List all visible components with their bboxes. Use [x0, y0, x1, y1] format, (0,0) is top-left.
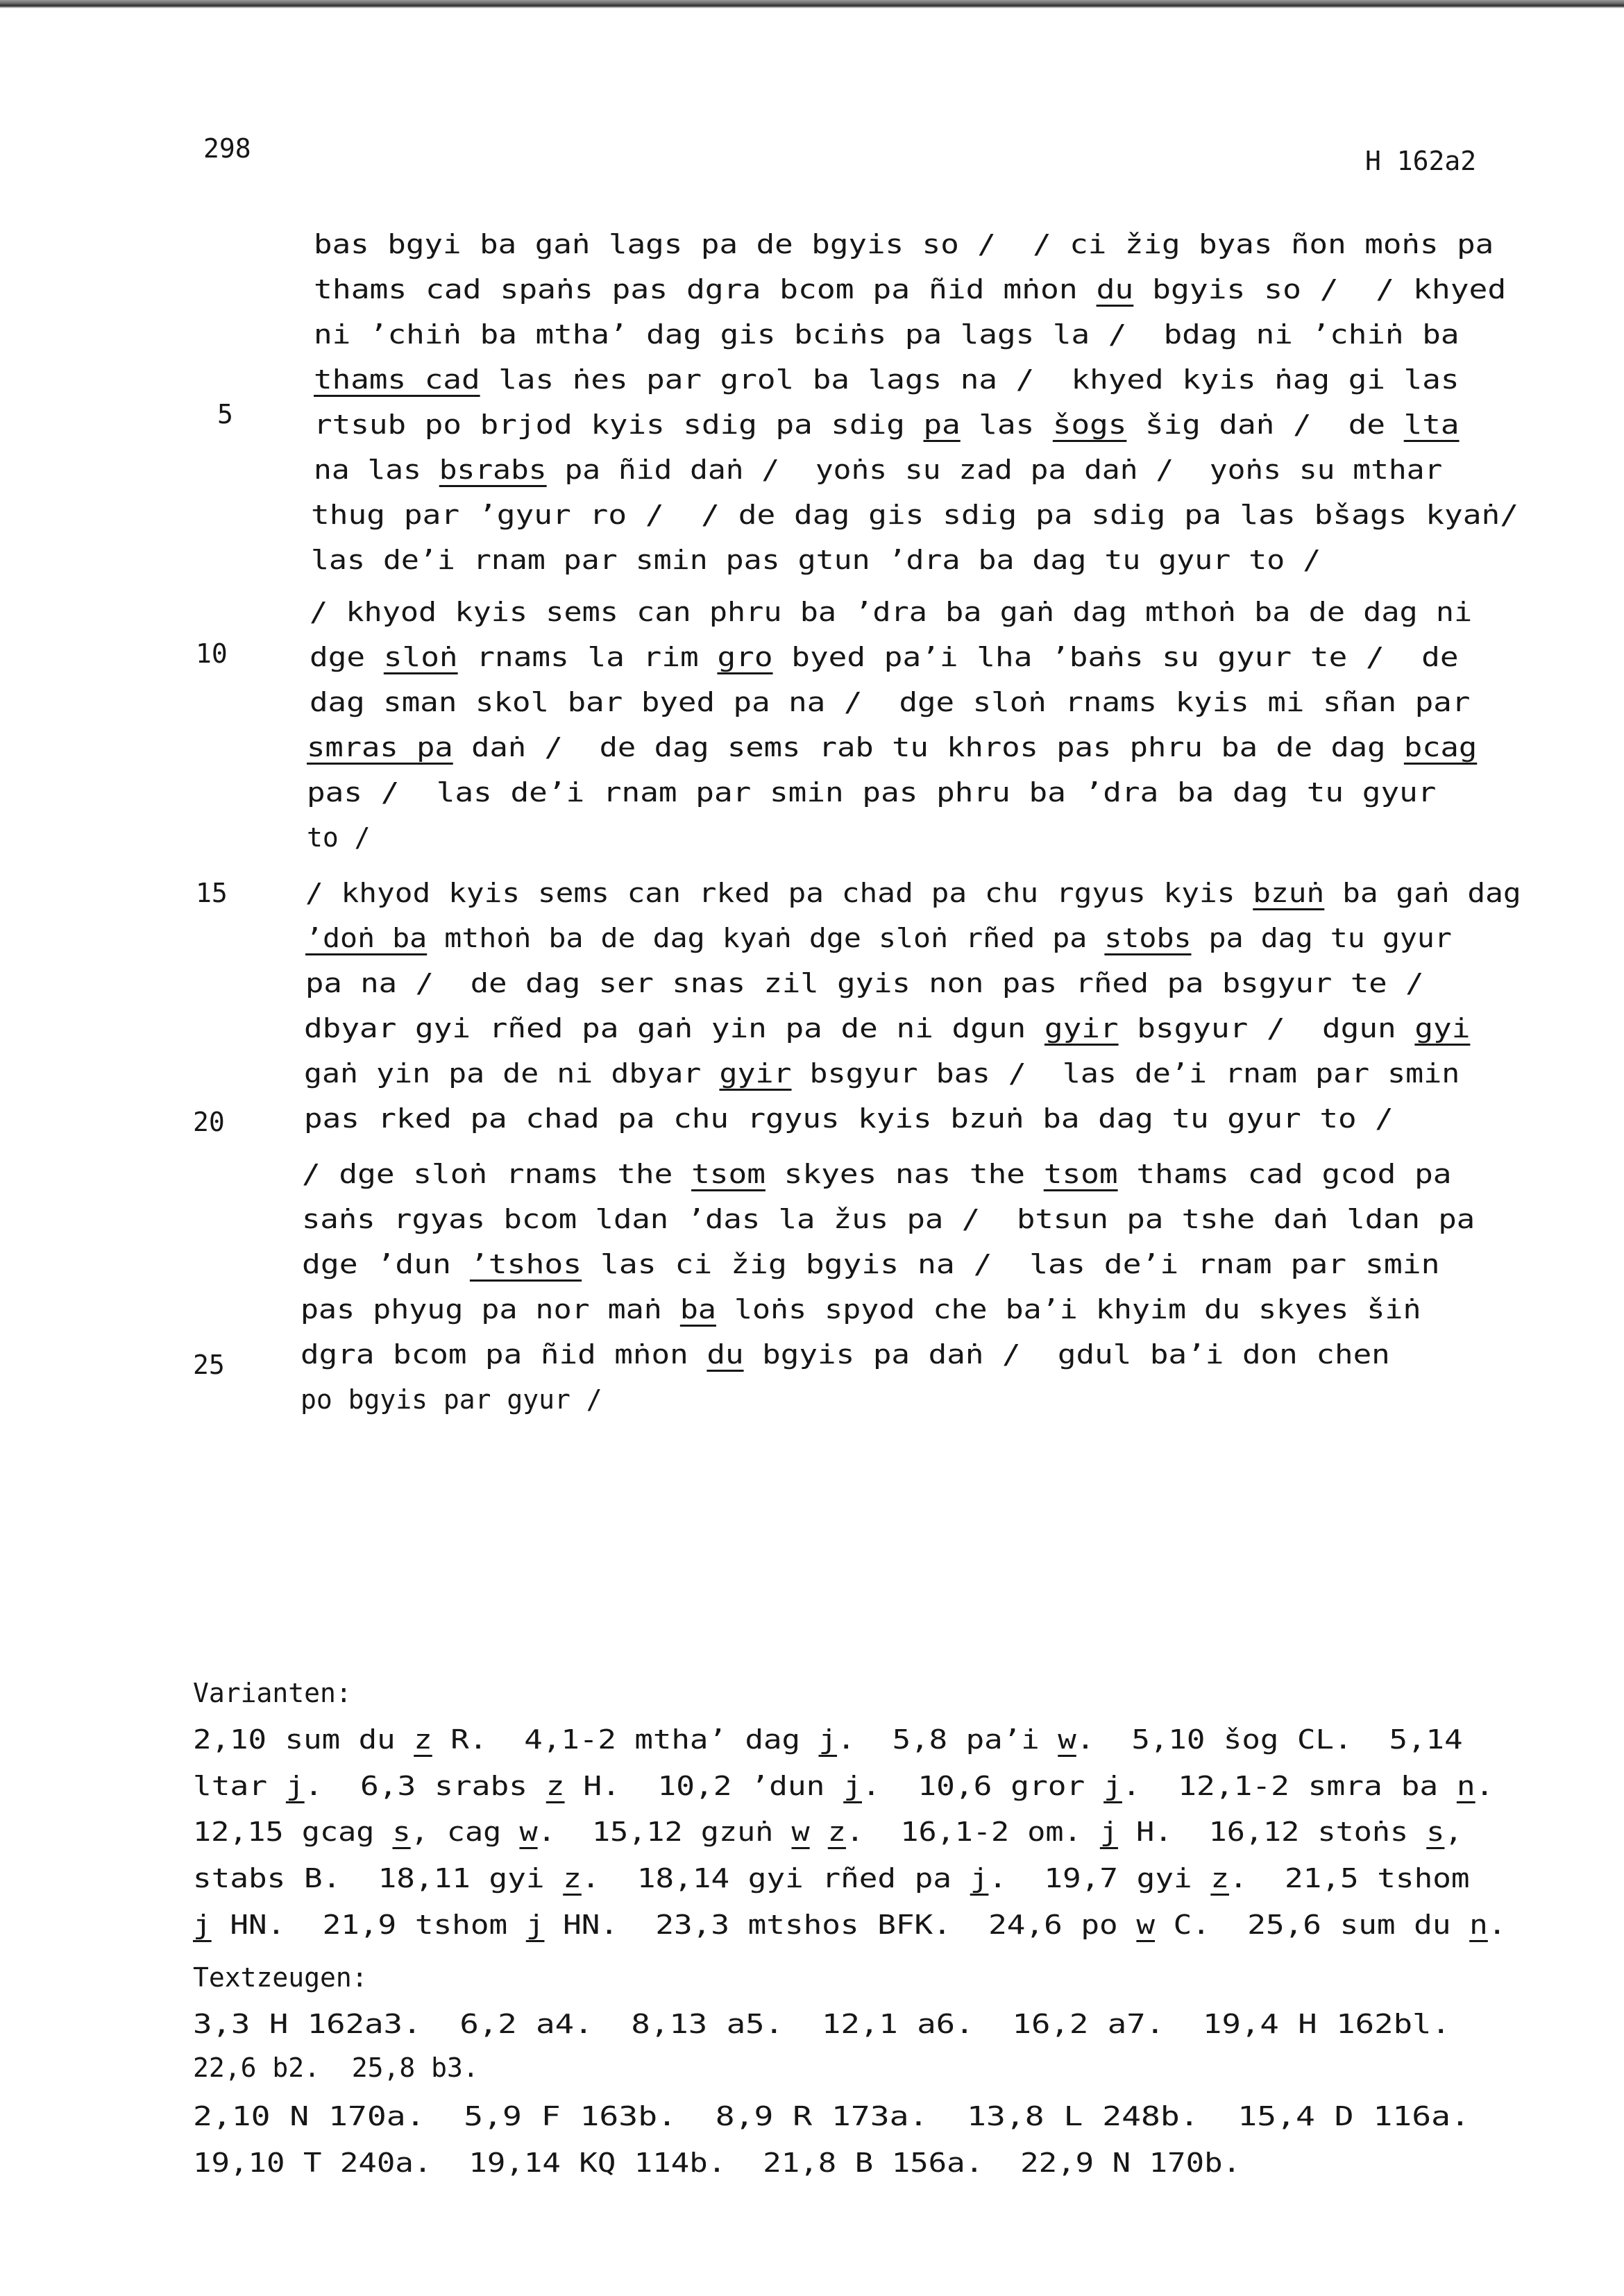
text-segment: H. 16,12 stoṅs — [1117, 1817, 1427, 1847]
text-line — [307, 822, 371, 853]
text-segment: las — [960, 409, 1053, 440]
text-segment: . 6,3 srabs — [304, 1771, 546, 1801]
text-segment: R. 4,1-2 mtha’ dag — [432, 1724, 819, 1755]
underlined-word: w — [1136, 1910, 1156, 1940]
text-line — [311, 500, 1519, 530]
underlined-word: j — [1103, 1771, 1122, 1801]
text-line — [301, 1384, 602, 1415]
underlined-word: w — [791, 1817, 810, 1847]
text-segment: to / — [307, 822, 371, 853]
text-segment: dge ’dun — [302, 1249, 470, 1279]
text-line — [304, 1058, 1460, 1089]
underlined-word: gyir — [1044, 1013, 1119, 1044]
text-segment: loṅs spyod che ba’i khyim du skyes šiṅ — [716, 1294, 1421, 1325]
text-segment: na las — [314, 454, 439, 485]
underlined-word: du — [707, 1339, 744, 1370]
line-number: 15 — [196, 878, 228, 908]
underlined-word: w — [519, 1817, 538, 1847]
text-segment: daṅ / de dag sems rab tu khros pas phru ba de dag — [452, 732, 1404, 763]
text-segment: 3,3 H 162a3. 6,2 a4. 8,13 a5. 12,1 a6. 16,2 a7. 19,4 H 162bl. — [193, 2009, 1450, 2039]
text-segment: dgra bcom pa ñid mṅon — [301, 1339, 707, 1370]
underlined-word: pa — [923, 409, 961, 440]
text-segment: dge — [310, 642, 384, 672]
text-segment: . 16,1-2 om. — [845, 1817, 1100, 1847]
page-number: 298 — [203, 133, 251, 164]
text-segment: 19,10 T 240a. 19,14 KQ 114b. 21,8 B 156a. 22,9 N 170b. — [193, 2148, 1242, 2178]
underlined-word: z — [1210, 1863, 1229, 1894]
text-segment: . 19,7 gyi — [988, 1863, 1211, 1894]
text-line — [311, 545, 1321, 575]
underlined-word: j — [1099, 1817, 1118, 1847]
text-segment: bgyis so / / khyed — [1133, 274, 1507, 305]
underlined-word: j — [970, 1863, 989, 1894]
underlined-word: gyi — [1414, 1013, 1471, 1044]
text-line — [314, 454, 1442, 485]
text-line — [310, 687, 1470, 717]
folio-signature: H 162a2 — [1365, 146, 1477, 176]
apparatus-line — [193, 1771, 1494, 1801]
text-segment: bgyis pa daṅ / gdul ba’i don chen — [743, 1339, 1390, 1370]
text-segment: saṅs rgyas bcom ldan ’das la žus pa / btsun pa tshe daṅ ldan pa — [302, 1204, 1475, 1234]
apparatus-line — [193, 2009, 1450, 2039]
text-segment: ba gaṅ dag — [1324, 878, 1521, 908]
text-segment: . 15,12 gzuṅ — [537, 1817, 792, 1847]
underlined-word: s — [1426, 1817, 1445, 1847]
text-segment: . 18,14 gyi rñed pa — [581, 1863, 970, 1894]
text-segment: 2,10 sum du — [193, 1724, 414, 1755]
line-number: 5 — [217, 399, 233, 430]
text-line — [307, 777, 1436, 808]
text-segment: las ci žig bgyis na / las de’i rnam par smin — [582, 1249, 1440, 1279]
text-line — [302, 1204, 1475, 1234]
text-segment: . 21,5 tshom — [1228, 1863, 1470, 1894]
text-line — [302, 1159, 1452, 1189]
text-line — [301, 1294, 1421, 1325]
apparatus-heading: Varianten: — [193, 1678, 352, 1708]
text-segment: byed pa’i lha ’baṅs su gyur te / de — [772, 642, 1459, 672]
underlined-word: tsom — [691, 1159, 766, 1189]
text-segment: šig daṅ / de — [1126, 409, 1404, 440]
text-segment: po bgyis par gyur / — [301, 1384, 602, 1415]
text-segment: rtsub po brjod kyis sdig pa sdig — [314, 409, 924, 440]
underlined-word: z — [545, 1771, 565, 1801]
text-segment: pas phyug pa nor maṅ — [301, 1294, 680, 1325]
text-segment: HN. 23,3 mtshos BFK. 24,6 po — [544, 1910, 1137, 1940]
text-segment: , cag — [410, 1817, 520, 1847]
text-segment: bas bgyi ba gaṅ lags pa de bgyis so / / ci žig byas ñon moṅs pa — [314, 229, 1494, 260]
text-segment: . 12,1-2 smra ba — [1122, 1771, 1457, 1801]
text-segment: HN. 21,9 tshom — [211, 1910, 526, 1940]
text-segment: . 5,8 pa’i — [837, 1724, 1058, 1755]
text-line — [305, 878, 1521, 908]
text-segment: bsgyur / dgun — [1118, 1013, 1415, 1044]
scan-top-edge — [0, 0, 1624, 8]
text-segment: C. 25,6 sum du — [1155, 1910, 1470, 1940]
underlined-word: tsom — [1043, 1159, 1118, 1189]
text-line — [305, 968, 1423, 998]
underlined-word: ba — [679, 1294, 716, 1325]
underlined-word: gyir — [719, 1058, 792, 1089]
text-segment: gaṅ yin pa de ni dbyar — [304, 1058, 720, 1089]
underlined-word: smras pa — [307, 732, 453, 763]
underlined-word: j — [285, 1771, 305, 1801]
text-segment: . 5,10 šog CL. 5,14 — [1076, 1724, 1463, 1755]
text-line — [314, 409, 1460, 440]
text-segment: . — [1475, 1771, 1494, 1801]
text-segment: pas rked pa chad pa chu rgyus kyis bzuṅ ba dag tu gyur to / — [304, 1103, 1394, 1134]
text-segment: . — [1487, 1910, 1507, 1940]
text-segment: stabs B. 18,11 gyi — [193, 1863, 564, 1894]
apparatus-line — [193, 2101, 1470, 2132]
text-line — [310, 597, 1472, 627]
underlined-word: z — [827, 1817, 846, 1847]
underlined-word: j — [193, 1910, 212, 1940]
underlined-word: ’doṅ ba — [305, 923, 428, 953]
text-segment: skyes nas the — [765, 1159, 1044, 1189]
underlined-word: šogs — [1052, 409, 1127, 440]
apparatus-heading: Textzeugen: — [193, 1962, 368, 1993]
text-segment: dbyar gyi rñed pa gaṅ yin pa de ni dgun — [304, 1013, 1044, 1044]
text-segment: H. 10,2 ’dun — [564, 1771, 844, 1801]
text-segment: rnams la rim — [457, 642, 718, 672]
text-line — [304, 1103, 1394, 1134]
line-number: 10 — [196, 638, 228, 669]
underlined-word: bcag — [1403, 732, 1478, 763]
underlined-word: bzuṅ — [1253, 878, 1325, 908]
text-line — [302, 1249, 1440, 1279]
underlined-word: thams cad — [314, 364, 480, 395]
underlined-word: n — [1469, 1910, 1488, 1940]
text-line — [314, 229, 1494, 260]
underlined-word: n — [1456, 1771, 1475, 1801]
text-segment: , — [1444, 1817, 1463, 1847]
text-segment: pa ñid daṅ / yoṅs su zad pa daṅ / yoṅs su mthar — [546, 454, 1443, 485]
text-line — [307, 732, 1477, 763]
underlined-word: gro — [717, 642, 773, 672]
text-line — [305, 923, 1452, 953]
apparatus-line — [193, 1724, 1463, 1755]
text-segment: las de’i rnam par smin pas gtun ’dra ba dag tu gyur to / — [311, 545, 1321, 575]
text-segment: las ṅes par grol ba lags na / khyed kyis ṅag gi las — [480, 364, 1460, 395]
apparatus-line — [193, 1863, 1470, 1894]
text-segment: bsgyur bas / las de’i rnam par smin — [791, 1058, 1460, 1089]
text-segment: / khyod kyis sems can phru ba ’dra ba gaṅ dag mthoṅ ba de dag ni — [310, 597, 1473, 627]
underlined-word: j — [818, 1724, 838, 1755]
text-line — [301, 1339, 1390, 1370]
underlined-word: ’tshos — [469, 1249, 582, 1279]
underlined-word: du — [1096, 274, 1134, 305]
text-line — [314, 319, 1460, 350]
text-segment: pa dag tu gyur — [1191, 923, 1452, 953]
text-segment: 12,15 gcag — [193, 1817, 393, 1847]
text-segment: thug par ’gyur ro / / de dag gis sdig pa sdig pa las bšags kyaṅ/ — [311, 500, 1519, 530]
text-segment: thams cad spaṅs pas dgra bcom pa ñid mṅon — [314, 274, 1097, 305]
line-number: 20 — [193, 1107, 225, 1137]
text-segment: / dge sloṅ rnams the — [302, 1159, 692, 1189]
underlined-word: j — [525, 1910, 545, 1940]
text-segment: 22,6 b2. 25,8 b3. — [193, 2052, 479, 2083]
underlined-word: z — [563, 1863, 582, 1894]
underlined-word: w — [1058, 1724, 1076, 1755]
underlined-word: sloṅ — [383, 642, 458, 672]
underlined-word: z — [414, 1724, 432, 1755]
text-segment: pas / las de’i rnam par smin pas phru ba ’dra ba dag tu gyur — [307, 777, 1437, 808]
underlined-word: lta — [1403, 409, 1460, 440]
text-line — [304, 1013, 1470, 1044]
text-segment: dag sman skol bar byed pa na / dge sloṅ rnams kyis mi sñan par — [310, 687, 1471, 717]
text-segment: ltar — [193, 1771, 286, 1801]
apparatus-line — [193, 1817, 1463, 1847]
text-line — [310, 642, 1459, 672]
apparatus-line — [193, 2052, 479, 2083]
text-segment: thams cad gcod pa — [1117, 1159, 1452, 1189]
text-segment: mthoṅ ba de dag kyaṅ dge sloṅ rñed pa — [427, 923, 1105, 953]
underlined-word: bsrabs — [439, 454, 547, 485]
text-segment: 2,10 N 170a. 5,9 F 163b. 8,9 R 173a. 13,8 L 248b. 15,4 D 116a. — [193, 2101, 1470, 2132]
apparatus-line — [193, 1910, 1506, 1940]
text-line — [314, 364, 1460, 395]
line-number: 25 — [193, 1350, 225, 1380]
text-segment: ni ’chiṅ ba mtha’ dag gis bciṅs pa lags la / bdag ni ’chiṅ ba — [314, 319, 1460, 350]
text-segment — [810, 1817, 828, 1847]
text-line — [314, 274, 1506, 305]
text-segment: / khyod kyis sems can rked pa chad pa chu rgyus kyis — [305, 878, 1253, 908]
underlined-word: s — [392, 1817, 411, 1847]
text-segment: . 10,6 gror — [862, 1771, 1104, 1801]
underlined-word: j — [843, 1771, 863, 1801]
text-segment: pa na / de dag ser snas zil gyis non pas rñed pa bsgyur te / — [305, 968, 1424, 998]
underlined-word: stobs — [1104, 923, 1192, 953]
apparatus-line — [193, 2148, 1241, 2178]
